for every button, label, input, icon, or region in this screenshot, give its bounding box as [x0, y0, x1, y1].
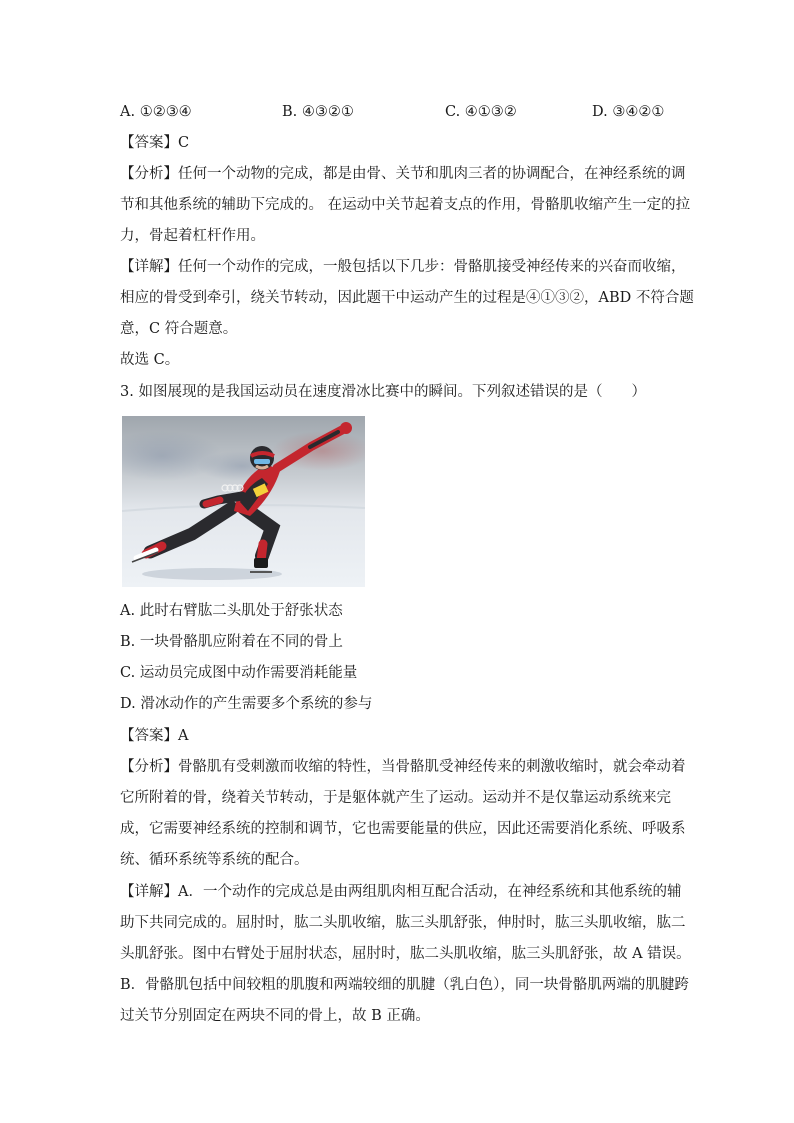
- q2-option-d: D. ③④②①: [592, 104, 665, 120]
- q2-analysis-line-2: 节和其他系统的辅助下完成的。 在运动中关节起着支点的作用，骨骼肌收缩产生一定的拉: [120, 197, 691, 213]
- q2-detail-line-1: 【详解】任何一个动作的完成，一般包括以下几步：骨骼肌接受神经传来的兴奋而收缩，: [120, 259, 686, 275]
- q2-option-b: B. ④③②①: [282, 104, 354, 120]
- q2-detail-line-3: 意，C 符合题意。: [120, 321, 238, 337]
- q3-detail-line-3: 头肌舒张。图中右臂处于屈肘状态，屈肘时，肱二头肌收缩，肱三头肌舒张，故 A 错误。: [120, 946, 691, 962]
- q3-stem: 3. 如图展现的是我国运动员在速度滑冰比赛中的瞬间。下列叙述错误的是（ ）: [120, 384, 646, 400]
- q3-option-a: A. 此时右臂肱二头肌处于舒张状态: [120, 603, 343, 619]
- q3-answer: 【答案】A: [120, 728, 189, 744]
- q3-option-d: D. 滑冰动作的产生需要多个系统的参与: [120, 696, 373, 712]
- q3-analysis-line-1: 【分析】骨骼肌有受刺激而收缩的特性，当骨骼肌受神经传来的刺激收缩时，就会牵动着: [120, 759, 686, 775]
- q2-answer: 【答案】C: [120, 135, 190, 151]
- speed-skater-photo: [122, 416, 365, 587]
- q2-options: [120, 102, 680, 122]
- q2-analysis-line-3: 力，骨起着杠杆作用。: [120, 228, 265, 244]
- q2-option-a: A. ①②③④: [120, 104, 192, 120]
- q2-conclusion: 故选 C。: [120, 352, 180, 368]
- q3-detail-line-1: 【详解】A．一个动作的完成总是由两组肌肉相互配合活动，在神经系统和其他系统的辅: [120, 884, 682, 900]
- q2-option-c: C. ④①③②: [445, 104, 517, 120]
- q3-analysis-line-2: 它所附着的骨，绕着关节转动，于是躯体就产生了运动。运动并不是仅靠运动系统来完: [120, 790, 671, 806]
- q3-option-c: C. 运动员完成图中动作需要消耗能量: [120, 665, 358, 681]
- q2-analysis-line-1: 【分析】任何一个动物的完成，都是由骨、关节和肌肉三者的协调配合，在神经系统的调: [120, 166, 686, 182]
- q3-detail-line-4: B．骨骼肌包括中间较粗的肌腹和两端较细的肌腱（乳白色），同一块骨骼肌两端的肌腱跨: [120, 977, 689, 993]
- q3-analysis-line-3: 成，它需要神经系统的控制和调节，它也需要能量的供应，因此还需要消化系统、呼吸系: [120, 821, 686, 837]
- q3-detail-line-5: 过关节分别固定在两块不同的骨上，故 B 正确。: [120, 1008, 430, 1024]
- q3-option-b: B. 一块骨骼肌应附着在不同的骨上: [120, 634, 343, 650]
- q3-detail-line-2: 助下共同完成的。屈肘时，肱二头肌收缩，肱三头肌舒张，伸肘时，肱三头肌收缩，肱二: [120, 915, 686, 931]
- q2-detail-line-2: 相应的骨受到牵引，绕关节转动，因此题干中运动产生的过程是④①③②，ABD 不符合题: [120, 290, 694, 306]
- q3-analysis-line-4: 统、循环系统等系统的配合。: [120, 852, 309, 868]
